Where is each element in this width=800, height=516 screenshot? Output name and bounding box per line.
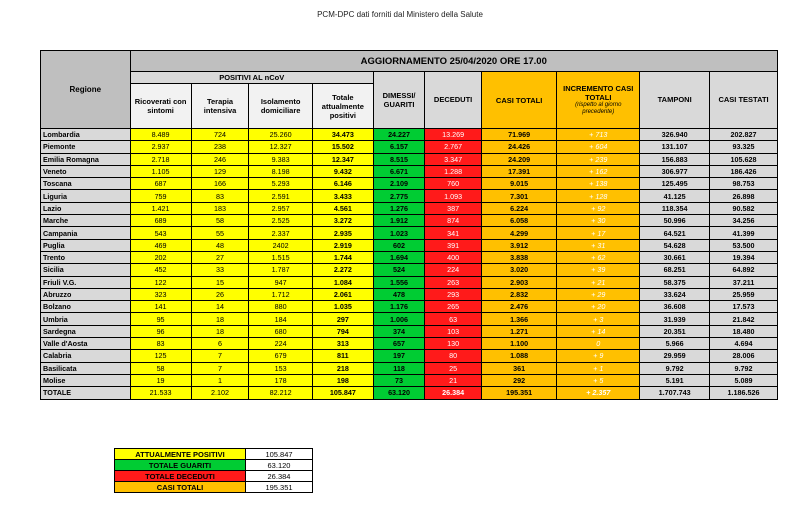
cell-terapia: 58 bbox=[191, 215, 249, 227]
summary-label: TOTALE GUARITI bbox=[115, 460, 246, 471]
cell-terapia: 27 bbox=[191, 251, 249, 263]
table-row bbox=[41, 251, 778, 263]
cell-ricoverati: 125 bbox=[130, 350, 191, 362]
table-row bbox=[41, 374, 778, 386]
cell-ricoverati: 122 bbox=[130, 276, 191, 288]
cell-dimessi: 478 bbox=[373, 288, 424, 300]
cell-casi: 3.020 bbox=[481, 264, 556, 276]
cell-deceduti: 224 bbox=[425, 264, 482, 276]
cell-regione: Toscana bbox=[41, 178, 131, 190]
cell-tamponi: 156.883 bbox=[640, 153, 710, 165]
cell-deceduti: 341 bbox=[425, 227, 482, 239]
cell-isolamento: 880 bbox=[249, 301, 312, 313]
cell-tamponi: 5.966 bbox=[640, 338, 710, 350]
cell-incremento: + 30 bbox=[557, 215, 640, 227]
header-deceduti: DECEDUTI bbox=[425, 72, 482, 129]
cell-regione: Emilia Romagna bbox=[41, 153, 131, 165]
cell-tamponi: 306.977 bbox=[640, 165, 710, 177]
cell-dimessi: 8.515 bbox=[373, 153, 424, 165]
cell-incremento: 0 bbox=[557, 338, 640, 350]
cell-isolamento: 8.198 bbox=[249, 165, 312, 177]
cell-incremento: + 138 bbox=[557, 178, 640, 190]
cell-casi: 4.299 bbox=[481, 227, 556, 239]
cell-incremento: + 713 bbox=[557, 129, 640, 141]
table-row bbox=[41, 338, 778, 350]
cell-tamponi: 125.495 bbox=[640, 178, 710, 190]
cell-totale: 15.502 bbox=[312, 141, 373, 153]
cell-terapia: 18 bbox=[191, 325, 249, 337]
cell-dimessi: 1.556 bbox=[373, 276, 424, 288]
cell-totale: 4.561 bbox=[312, 202, 373, 214]
cell-regione: Molise bbox=[41, 374, 131, 386]
header-casi-totali: CASI TOTALI bbox=[481, 72, 556, 129]
table-row bbox=[41, 313, 778, 325]
header-incremento bbox=[557, 72, 640, 129]
cell-testati: 90.582 bbox=[710, 202, 778, 214]
cell-casi: 71.969 bbox=[481, 129, 556, 141]
table-row bbox=[41, 325, 778, 337]
cell-deceduti: 3.347 bbox=[425, 153, 482, 165]
summary-table bbox=[114, 448, 313, 493]
cell-terapia: 1 bbox=[191, 374, 249, 386]
cell-deceduti: 103 bbox=[425, 325, 482, 337]
cell-deceduti: 400 bbox=[425, 251, 482, 263]
cell-ricoverati: 469 bbox=[130, 239, 191, 251]
summary-value: 105.847 bbox=[246, 449, 313, 460]
cell-tamponi: 29.959 bbox=[640, 350, 710, 362]
cell-deceduti: 760 bbox=[425, 178, 482, 190]
cell-deceduti: 13.269 bbox=[425, 129, 482, 141]
cell-ricoverati: 452 bbox=[130, 264, 191, 276]
cell-totale: 34.473 bbox=[312, 129, 373, 141]
cell-terapia: 18 bbox=[191, 313, 249, 325]
cell-deceduti: 1.288 bbox=[425, 165, 482, 177]
cell-regione: Friuli V.G. bbox=[41, 276, 131, 288]
cell-testati: 5.089 bbox=[710, 374, 778, 386]
cell-tamponi: 30.661 bbox=[640, 251, 710, 263]
cell-isolamento: 1.712 bbox=[249, 288, 312, 300]
cell-incremento: + 2.357 bbox=[557, 387, 640, 399]
cell-isolamento: 680 bbox=[249, 325, 312, 337]
cell-ricoverati: 58 bbox=[130, 362, 191, 374]
cell-regione: Trento bbox=[41, 251, 131, 263]
cell-regione: Basilicata bbox=[41, 362, 131, 374]
summary-label: TOTALE DECEDUTI bbox=[115, 471, 246, 482]
cell-deceduti: 21 bbox=[425, 374, 482, 386]
cell-testati: 28.006 bbox=[710, 350, 778, 362]
header-casi-testati: CASI TESTATI bbox=[710, 72, 778, 129]
cell-deceduti: 874 bbox=[425, 215, 482, 227]
cell-totale: 1.035 bbox=[312, 301, 373, 313]
cell-totale: 9.432 bbox=[312, 165, 373, 177]
table-row bbox=[41, 190, 778, 202]
cell-regione: Liguria bbox=[41, 190, 131, 202]
cell-isolamento: 224 bbox=[249, 338, 312, 350]
cell-totale: 1.744 bbox=[312, 251, 373, 263]
cell-totale: 3.272 bbox=[312, 215, 373, 227]
cell-casi: 1.100 bbox=[481, 338, 556, 350]
cell-regione: Abruzzo bbox=[41, 288, 131, 300]
cell-isolamento: 2402 bbox=[249, 239, 312, 251]
cell-totale: 198 bbox=[312, 374, 373, 386]
cell-regione: Lazio bbox=[41, 202, 131, 214]
cell-dimessi: 1.694 bbox=[373, 251, 424, 263]
cell-deceduti: 80 bbox=[425, 350, 482, 362]
table-row bbox=[41, 301, 778, 313]
cell-totale: 6.146 bbox=[312, 178, 373, 190]
cell-testati: 93.325 bbox=[710, 141, 778, 153]
cell-tamponi: 58.375 bbox=[640, 276, 710, 288]
cell-deceduti: 387 bbox=[425, 202, 482, 214]
cell-regione: Campania bbox=[41, 227, 131, 239]
cell-regione: Veneto bbox=[41, 165, 131, 177]
cell-terapia: 724 bbox=[191, 129, 249, 141]
cell-incremento: + 1 bbox=[557, 362, 640, 374]
cell-regione: Calabria bbox=[41, 350, 131, 362]
cell-tamponi: 64.521 bbox=[640, 227, 710, 239]
cell-tamponi: 31.939 bbox=[640, 313, 710, 325]
cell-terapia: 26 bbox=[191, 288, 249, 300]
cell-ricoverati: 2.718 bbox=[130, 153, 191, 165]
cell-casi: 6.058 bbox=[481, 215, 556, 227]
cell-dimessi: 602 bbox=[373, 239, 424, 251]
cell-regione: Lombardia bbox=[41, 129, 131, 141]
summary-label: CASI TOTALI bbox=[115, 482, 246, 493]
cell-testati: 4.694 bbox=[710, 338, 778, 350]
cell-testati: 37.211 bbox=[710, 276, 778, 288]
cell-regione: Sardegna bbox=[41, 325, 131, 337]
cell-casi: 2.476 bbox=[481, 301, 556, 313]
cell-tamponi: 326.940 bbox=[640, 129, 710, 141]
cell-deceduti: 26.384 bbox=[425, 387, 482, 399]
cell-terapia: 6 bbox=[191, 338, 249, 350]
cell-dimessi: 197 bbox=[373, 350, 424, 362]
cell-terapia: 33 bbox=[191, 264, 249, 276]
cell-dimessi: 1.006 bbox=[373, 313, 424, 325]
cell-incremento: + 3 bbox=[557, 313, 640, 325]
summary-value: 195.351 bbox=[246, 482, 313, 493]
cell-incremento: + 14 bbox=[557, 325, 640, 337]
table-row bbox=[41, 141, 778, 153]
table-row bbox=[41, 227, 778, 239]
cell-casi: 17.391 bbox=[481, 165, 556, 177]
cell-ricoverati: 323 bbox=[130, 288, 191, 300]
summary-row bbox=[115, 449, 313, 460]
cell-isolamento: 25.260 bbox=[249, 129, 312, 141]
cell-dimessi: 63.120 bbox=[373, 387, 424, 399]
header-incremento-note: (rispetto al giorno precedente) bbox=[575, 101, 622, 115]
cell-regione: Bolzano bbox=[41, 301, 131, 313]
cell-deceduti: 63 bbox=[425, 313, 482, 325]
cell-dimessi: 374 bbox=[373, 325, 424, 337]
cell-terapia: 15 bbox=[191, 276, 249, 288]
cell-deceduti: 2.767 bbox=[425, 141, 482, 153]
cell-incremento: + 29 bbox=[557, 288, 640, 300]
cell-testati: 64.892 bbox=[710, 264, 778, 276]
table-row bbox=[41, 202, 778, 214]
cell-terapia: 2.102 bbox=[191, 387, 249, 399]
cell-dimessi: 2.775 bbox=[373, 190, 424, 202]
cell-ricoverati: 19 bbox=[130, 374, 191, 386]
covid-regional-table bbox=[40, 50, 778, 400]
table-row bbox=[41, 264, 778, 276]
cell-terapia: 246 bbox=[191, 153, 249, 165]
table-body bbox=[41, 129, 778, 400]
cell-ricoverati: 687 bbox=[130, 178, 191, 190]
cell-tamponi: 131.107 bbox=[640, 141, 710, 153]
cell-dimessi: 2.109 bbox=[373, 178, 424, 190]
cell-regione: Piemonte bbox=[41, 141, 131, 153]
cell-testati: 25.959 bbox=[710, 288, 778, 300]
cell-incremento: + 162 bbox=[557, 165, 640, 177]
cell-ricoverati: 95 bbox=[130, 313, 191, 325]
cell-deceduti: 1.093 bbox=[425, 190, 482, 202]
cell-incremento: + 9 bbox=[557, 350, 640, 362]
cell-dimessi: 1.276 bbox=[373, 202, 424, 214]
cell-totale: 218 bbox=[312, 362, 373, 374]
cell-regione: TOTALE bbox=[41, 387, 131, 399]
header-dimessi: DIMESSI/ GUARITI bbox=[373, 72, 424, 129]
cell-dimessi: 1.176 bbox=[373, 301, 424, 313]
cell-dimessi: 24.227 bbox=[373, 129, 424, 141]
cell-tamponi: 5.191 bbox=[640, 374, 710, 386]
cell-terapia: 166 bbox=[191, 178, 249, 190]
cell-ricoverati: 1.105 bbox=[130, 165, 191, 177]
header-totale-positivi: Totale attualmente positivi bbox=[312, 84, 373, 129]
table-row bbox=[41, 239, 778, 251]
cell-dimessi: 118 bbox=[373, 362, 424, 374]
cell-casi: 1.088 bbox=[481, 350, 556, 362]
summary-row bbox=[115, 482, 313, 493]
cell-casi: 7.301 bbox=[481, 190, 556, 202]
cell-casi: 1.271 bbox=[481, 325, 556, 337]
cell-regione: Puglia bbox=[41, 239, 131, 251]
cell-incremento: + 21 bbox=[557, 276, 640, 288]
cell-totale: 313 bbox=[312, 338, 373, 350]
cell-incremento: + 62 bbox=[557, 251, 640, 263]
cell-terapia: 129 bbox=[191, 165, 249, 177]
cell-casi: 361 bbox=[481, 362, 556, 374]
cell-regione: Valle d'Aosta bbox=[41, 338, 131, 350]
cell-totale: 1.084 bbox=[312, 276, 373, 288]
cell-incremento: + 17 bbox=[557, 227, 640, 239]
cell-dimessi: 524 bbox=[373, 264, 424, 276]
cell-casi: 292 bbox=[481, 374, 556, 386]
cell-tamponi: 1.707.743 bbox=[640, 387, 710, 399]
cell-isolamento: 2.525 bbox=[249, 215, 312, 227]
table-row bbox=[41, 276, 778, 288]
table-row bbox=[41, 129, 778, 141]
cell-casi: 6.224 bbox=[481, 202, 556, 214]
cell-tamponi: 36.608 bbox=[640, 301, 710, 313]
cell-totale: 794 bbox=[312, 325, 373, 337]
cell-deceduti: 263 bbox=[425, 276, 482, 288]
table-row bbox=[41, 288, 778, 300]
cell-terapia: 183 bbox=[191, 202, 249, 214]
total-row bbox=[41, 387, 778, 399]
cell-ricoverati: 21.533 bbox=[130, 387, 191, 399]
table-row bbox=[41, 178, 778, 190]
cell-tamponi: 50.996 bbox=[640, 215, 710, 227]
table-row bbox=[41, 165, 778, 177]
header-isolamento: Isolamento domiciliare bbox=[249, 84, 312, 129]
cell-ricoverati: 202 bbox=[130, 251, 191, 263]
table-row bbox=[41, 215, 778, 227]
summary-label: ATTUALMENTE POSITIVI bbox=[115, 449, 246, 460]
cell-isolamento: 1.515 bbox=[249, 251, 312, 263]
cell-regione: Umbria bbox=[41, 313, 131, 325]
cell-deceduti: 25 bbox=[425, 362, 482, 374]
cell-deceduti: 293 bbox=[425, 288, 482, 300]
cell-casi: 24.209 bbox=[481, 153, 556, 165]
cell-regione: Sicilia bbox=[41, 264, 131, 276]
cell-isolamento: 12.327 bbox=[249, 141, 312, 153]
cell-testati: 105.628 bbox=[710, 153, 778, 165]
cell-tamponi: 20.351 bbox=[640, 325, 710, 337]
cell-isolamento: 178 bbox=[249, 374, 312, 386]
summary-row bbox=[115, 460, 313, 471]
cell-tamponi: 118.354 bbox=[640, 202, 710, 214]
cell-incremento: + 128 bbox=[557, 190, 640, 202]
cell-isolamento: 153 bbox=[249, 362, 312, 374]
cell-terapia: 83 bbox=[191, 190, 249, 202]
cell-tamponi: 9.792 bbox=[640, 362, 710, 374]
summary-value: 63.120 bbox=[246, 460, 313, 471]
cell-deceduti: 391 bbox=[425, 239, 482, 251]
cell-ricoverati: 8.489 bbox=[130, 129, 191, 141]
cell-casi: 2.832 bbox=[481, 288, 556, 300]
cell-casi: 1.366 bbox=[481, 313, 556, 325]
cell-terapia: 238 bbox=[191, 141, 249, 153]
cell-ricoverati: 759 bbox=[130, 190, 191, 202]
cell-casi: 195.351 bbox=[481, 387, 556, 399]
cell-terapia: 14 bbox=[191, 301, 249, 313]
cell-casi: 2.903 bbox=[481, 276, 556, 288]
cell-terapia: 55 bbox=[191, 227, 249, 239]
summary-value: 26.384 bbox=[246, 471, 313, 482]
cell-isolamento: 2.337 bbox=[249, 227, 312, 239]
cell-testati: 98.753 bbox=[710, 178, 778, 190]
header-incremento-label: INCREMENTO CASI TOTALI bbox=[563, 83, 634, 102]
cell-incremento: + 5 bbox=[557, 374, 640, 386]
cell-isolamento: 184 bbox=[249, 313, 312, 325]
cell-testati: 9.792 bbox=[710, 362, 778, 374]
cell-terapia: 7 bbox=[191, 362, 249, 374]
cell-terapia: 7 bbox=[191, 350, 249, 362]
cell-terapia: 48 bbox=[191, 239, 249, 251]
summary-row bbox=[115, 471, 313, 482]
cell-totale: 297 bbox=[312, 313, 373, 325]
table-row bbox=[41, 153, 778, 165]
cell-totale: 2.919 bbox=[312, 239, 373, 251]
cell-tamponi: 33.624 bbox=[640, 288, 710, 300]
header-terapia: Terapia intensiva bbox=[191, 84, 249, 129]
cell-ricoverati: 96 bbox=[130, 325, 191, 337]
header-regione: Regione bbox=[41, 51, 131, 129]
table-row bbox=[41, 350, 778, 362]
cell-totale: 12.347 bbox=[312, 153, 373, 165]
cell-tamponi: 41.125 bbox=[640, 190, 710, 202]
cell-dimessi: 6.157 bbox=[373, 141, 424, 153]
cell-incremento: + 20 bbox=[557, 301, 640, 313]
cell-incremento: + 239 bbox=[557, 153, 640, 165]
cell-testati: 41.399 bbox=[710, 227, 778, 239]
cell-casi: 9.015 bbox=[481, 178, 556, 190]
cell-testati: 1.186.526 bbox=[710, 387, 778, 399]
header-ricoverati: Ricoverati con sintomi bbox=[130, 84, 191, 129]
cell-casi: 3.912 bbox=[481, 239, 556, 251]
header-aggiornamento: AGGIORNAMENTO 25/04/2020 ORE 17.00 bbox=[130, 51, 778, 72]
cell-casi: 3.838 bbox=[481, 251, 556, 263]
cell-totale: 2.272 bbox=[312, 264, 373, 276]
cell-isolamento: 5.293 bbox=[249, 178, 312, 190]
cell-testati: 17.573 bbox=[710, 301, 778, 313]
cell-testati: 186.426 bbox=[710, 165, 778, 177]
cell-dimessi: 1.023 bbox=[373, 227, 424, 239]
cell-totale: 2.061 bbox=[312, 288, 373, 300]
cell-deceduti: 265 bbox=[425, 301, 482, 313]
cell-isolamento: 82.212 bbox=[249, 387, 312, 399]
cell-ricoverati: 1.421 bbox=[130, 202, 191, 214]
cell-tamponi: 54.628 bbox=[640, 239, 710, 251]
header-positivi: POSITIVI AL nCoV bbox=[130, 72, 373, 84]
cell-totale: 3.433 bbox=[312, 190, 373, 202]
cell-isolamento: 679 bbox=[249, 350, 312, 362]
cell-incremento: + 92 bbox=[557, 202, 640, 214]
cell-totale: 105.847 bbox=[312, 387, 373, 399]
cell-testati: 18.480 bbox=[710, 325, 778, 337]
cell-ricoverati: 141 bbox=[130, 301, 191, 313]
cell-isolamento: 9.383 bbox=[249, 153, 312, 165]
cell-dimessi: 657 bbox=[373, 338, 424, 350]
cell-dimessi: 73 bbox=[373, 374, 424, 386]
cell-testati: 21.842 bbox=[710, 313, 778, 325]
cell-ricoverati: 2.937 bbox=[130, 141, 191, 153]
cell-deceduti: 130 bbox=[425, 338, 482, 350]
cell-testati: 26.898 bbox=[710, 190, 778, 202]
cell-testati: 53.500 bbox=[710, 239, 778, 251]
cell-isolamento: 2.591 bbox=[249, 190, 312, 202]
table-row bbox=[41, 362, 778, 374]
cell-ricoverati: 689 bbox=[130, 215, 191, 227]
cell-testati: 19.394 bbox=[710, 251, 778, 263]
cell-dimessi: 1.912 bbox=[373, 215, 424, 227]
cell-ricoverati: 543 bbox=[130, 227, 191, 239]
cell-totale: 2.935 bbox=[312, 227, 373, 239]
cell-incremento: + 604 bbox=[557, 141, 640, 153]
cell-testati: 202.827 bbox=[710, 129, 778, 141]
cell-ricoverati: 83 bbox=[130, 338, 191, 350]
source-caption: PCM-DPC dati forniti dal Ministero della Salute bbox=[317, 10, 483, 19]
cell-dimessi: 6.671 bbox=[373, 165, 424, 177]
cell-isolamento: 2.957 bbox=[249, 202, 312, 214]
cell-isolamento: 1.787 bbox=[249, 264, 312, 276]
cell-incremento: + 31 bbox=[557, 239, 640, 251]
cell-casi: 24.426 bbox=[481, 141, 556, 153]
cell-totale: 811 bbox=[312, 350, 373, 362]
cell-regione: Marche bbox=[41, 215, 131, 227]
cell-testati: 34.256 bbox=[710, 215, 778, 227]
header-tamponi: TAMPONI bbox=[640, 72, 710, 129]
cell-isolamento: 947 bbox=[249, 276, 312, 288]
cell-incremento: + 39 bbox=[557, 264, 640, 276]
cell-tamponi: 68.251 bbox=[640, 264, 710, 276]
